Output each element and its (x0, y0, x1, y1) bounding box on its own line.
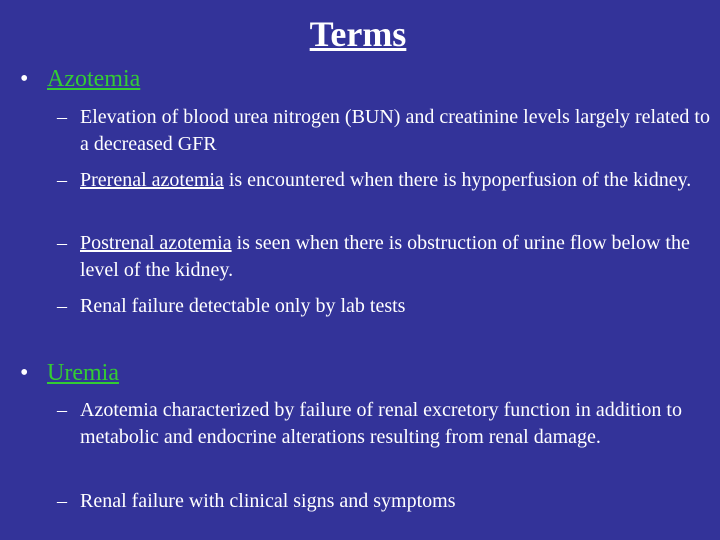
term-azotemia: Azotemia (47, 66, 141, 92)
azotemia-item-4 (57, 293, 720, 320)
bullet-dot: • (20, 66, 29, 92)
item-text (80, 230, 720, 284)
term-uremia: Uremia (47, 360, 119, 386)
item-text: Elevation of blood urea nitrogen (BUN) and creatinine levels largely related to a decreased GFR (80, 106, 710, 155)
dash: – (57, 169, 67, 191)
bullet-uremia (20, 358, 119, 388)
item-text: Renal failure detectable only by lab tests (80, 295, 406, 317)
item-rest: is encountered when there is hypoperfusion of the kidney. (223, 169, 692, 191)
azotemia-item-1 (57, 104, 720, 158)
uremia-item-1 (57, 397, 720, 451)
item-text: Renal failure with clinical signs and symptoms (80, 490, 456, 512)
item-text (80, 167, 720, 194)
dash: – (57, 295, 67, 317)
azotemia-item-3 (57, 230, 720, 284)
bullet-azotemia (20, 64, 140, 94)
bullet-dot: • (20, 360, 29, 386)
item-rest: is seen when there is obstruction of urine flow below the level of the kidney. (80, 232, 690, 281)
item-text: Azotemia characterized by failure of renal excretory function in addition to metabolic and endocrine alterations resulting from renal damage. (80, 399, 682, 448)
dash: – (57, 490, 67, 512)
dash: – (57, 106, 67, 128)
uremia-item-2 (57, 488, 720, 515)
slide-title: Terms (309, 14, 407, 54)
azotemia-item-2 (57, 167, 720, 194)
dash: – (57, 232, 67, 254)
term-prerenal-azotemia: Prerenal azotemia (80, 169, 224, 191)
term-postrenal-azotemia: Postrenal azotemia (80, 232, 232, 254)
dash: – (57, 399, 67, 421)
